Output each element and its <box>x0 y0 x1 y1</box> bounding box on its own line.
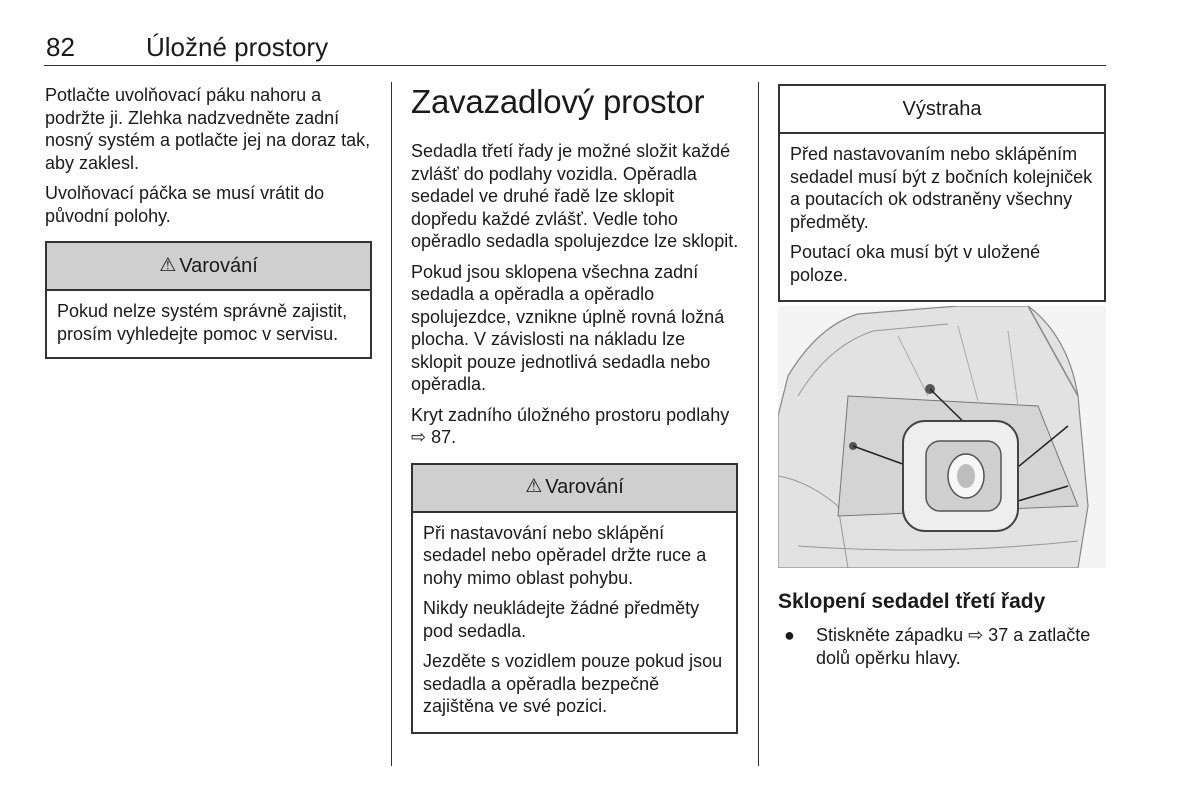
paragraph: Pokud jsou sklopena všechna zadní sedadla a opěradla a opěradlo spolujezdce, vznikne úplně rovná ložná plocha. V závislosti na nákladu lze sklopit pouze jednotlivá sedadla nebo opěradla. <box>411 261 725 394</box>
list-item <box>778 624 1098 670</box>
column-middle <box>411 84 741 734</box>
warning-text: Pokud nelze systém správně zajistit, prosím vyhledejte pomoc v servisu. <box>57 301 348 344</box>
page-title: Úložné prostory <box>146 32 329 62</box>
caution-box <box>778 84 1106 302</box>
warning-text: Jezděte s vozidlem pouze pokud jsou sedadla a opěradla bezpečně zajištěna ve své pozici. <box>423 651 723 716</box>
warning-text: Při nastavování nebo sklápění sedadel nebo opěradel držte ruce a nohy mimo oblast pohybu. <box>423 522 707 588</box>
paragraph: Sedadla třetí řady je možné složit každé zvlášť do podlahy vozidla. Opěradla sedadel ve druhé řadě lze sklopit dopředu každé zvlášť. Vedle toho opěradlo sedadla spolujezdce lze sklopit. <box>411 141 739 251</box>
caution-text: Poutací oka musí být v uložené poloze. <box>790 242 1041 285</box>
warning-box <box>45 241 372 359</box>
bullet-icon: ● <box>784 625 795 645</box>
column-divider <box>391 82 392 766</box>
paragraph: Potlačte uvolňovací páku nahoru a podržte ji. Zlehka nadzvedněte zadní nosný systém a potlačte jej na doraz tak, aby zaklesl. <box>45 85 371 173</box>
cargo-tie-down-illustration <box>778 306 1106 568</box>
warning-header <box>47 243 370 291</box>
caution-text: Před nastavovaním nebo sklápěním sedadel musí být z bočních kolejniček a poutacích ok odstraněny všechny předměty. <box>790 144 1093 232</box>
column-right <box>778 84 1106 302</box>
warning-title: Varování <box>179 254 258 277</box>
column-left <box>45 84 375 359</box>
warning-header <box>413 465 736 513</box>
warning-triangle-icon: ⚠ <box>525 476 543 498</box>
list-item-text: Stiskněte západku ⇨ 37 a zatlačte dolů opěrku hlavy. <box>816 625 1091 668</box>
caution-header: Výstraha <box>780 86 1104 134</box>
paragraph: Uvolňovací páčka se musí vrátit do původní polohy. <box>45 183 325 226</box>
page-number: 82 <box>46 32 75 62</box>
section-heading: Zavazadlový prostor <box>411 83 705 120</box>
warning-title: Varování <box>545 476 624 499</box>
warning-triangle-icon: ⚠ <box>159 254 177 276</box>
paragraph: Kryt zadního úložného prostoru podlahy ⇨ 87. <box>411 404 730 447</box>
warning-box <box>411 463 738 734</box>
warning-text: Nikdy neukládejte žádné předměty pod sedadla. <box>423 598 700 641</box>
subsection-heading: Sklopení sedadel třetí řady <box>778 590 1046 613</box>
header-rule <box>44 65 1106 66</box>
column-divider <box>758 82 759 766</box>
